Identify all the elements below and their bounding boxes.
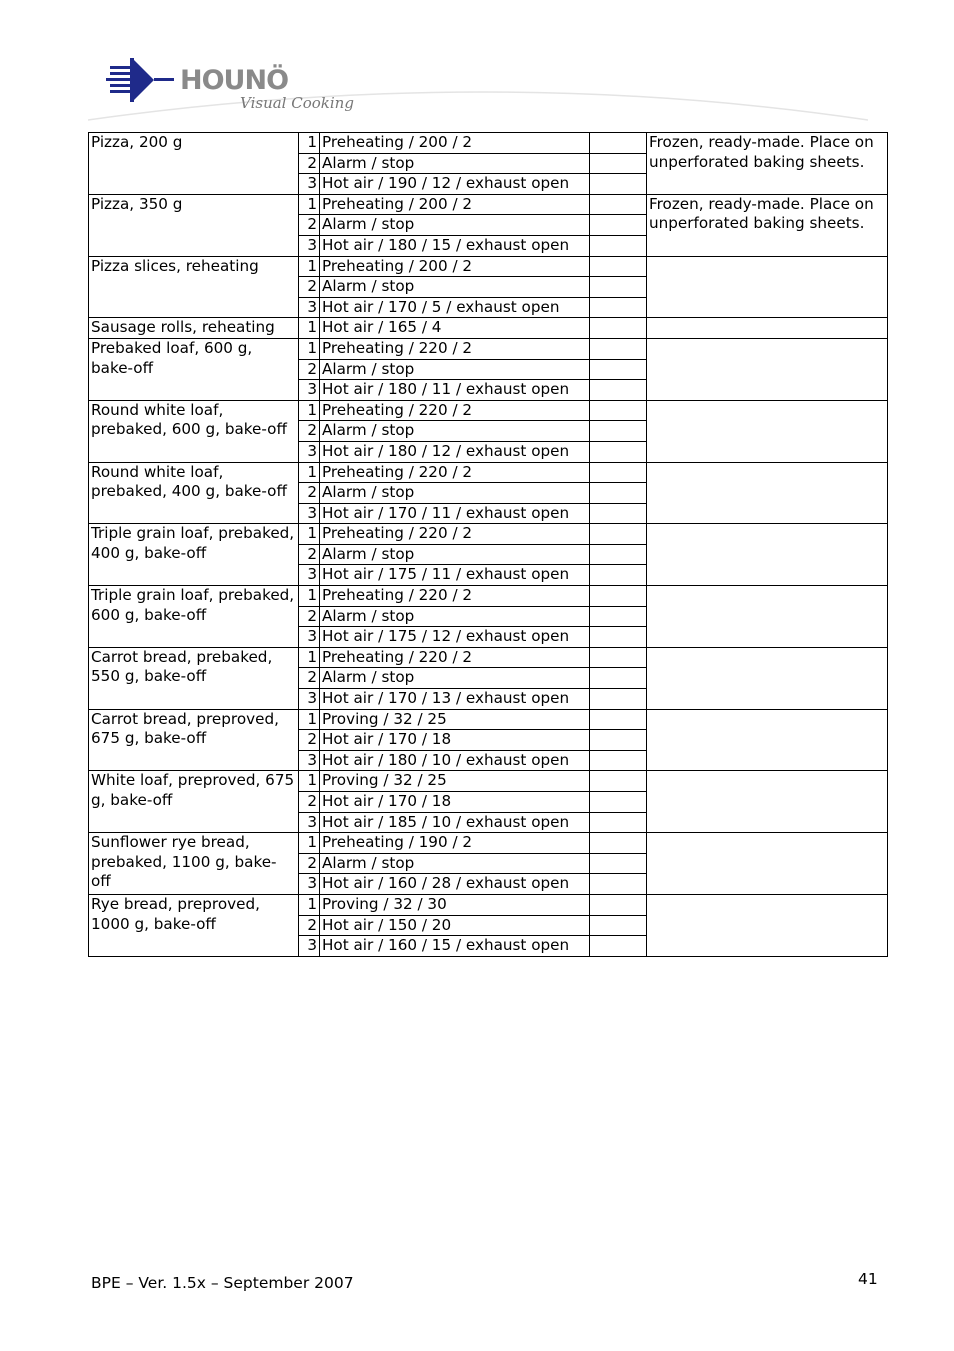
step-number: 3 bbox=[299, 174, 320, 195]
footer-version: BPE – Ver. 1.5x – September 2007 bbox=[91, 1274, 354, 1292]
step-number: 1 bbox=[299, 318, 320, 339]
logo-brand-text: HOUNÖ bbox=[180, 65, 289, 96]
step-number: 3 bbox=[299, 565, 320, 586]
step-extra-cell bbox=[590, 936, 647, 957]
step-extra-cell bbox=[590, 235, 647, 256]
product-name: Sunflower rye bread, prebaked, 1100 g, bake-off bbox=[89, 833, 299, 895]
product-note bbox=[647, 771, 888, 833]
step-number: 1 bbox=[299, 709, 320, 730]
step-program: Alarm / stop bbox=[320, 153, 590, 174]
step-extra-cell bbox=[590, 647, 647, 668]
step-extra-cell bbox=[590, 359, 647, 380]
step-program: Hot air / 180 / 10 / exhaust open bbox=[320, 750, 590, 771]
step-program: Alarm / stop bbox=[320, 215, 590, 236]
table-row bbox=[89, 338, 888, 359]
step-number: 1 bbox=[299, 338, 320, 359]
product-name: Pizza slices, reheating bbox=[89, 256, 299, 318]
product-name: Prebaked loaf, 600 g, bake-off bbox=[89, 338, 299, 400]
page-number: 41 bbox=[858, 1270, 878, 1288]
step-program: Hot air / 180 / 12 / exhaust open bbox=[320, 441, 590, 462]
step-program: Hot air / 170 / 13 / exhaust open bbox=[320, 689, 590, 710]
step-number: 2 bbox=[299, 792, 320, 813]
step-number: 1 bbox=[299, 586, 320, 607]
step-number: 2 bbox=[299, 606, 320, 627]
step-number: 1 bbox=[299, 894, 320, 915]
table-row bbox=[89, 524, 888, 545]
step-program: Hot air / 185 / 10 / exhaust open bbox=[320, 812, 590, 833]
table-row bbox=[89, 400, 888, 421]
product-note bbox=[647, 586, 888, 648]
step-number: 1 bbox=[299, 194, 320, 215]
step-extra-cell bbox=[590, 915, 647, 936]
step-number: 3 bbox=[299, 235, 320, 256]
step-program: Hot air / 175 / 11 / exhaust open bbox=[320, 565, 590, 586]
step-program: Hot air / 160 / 28 / exhaust open bbox=[320, 874, 590, 895]
product-note bbox=[647, 400, 888, 462]
step-number: 3 bbox=[299, 503, 320, 524]
product-name: Triple grain loaf, prebaked, 400 g, bake-off bbox=[89, 524, 299, 586]
step-program: Hot air / 160 / 15 / exhaust open bbox=[320, 936, 590, 957]
table-row bbox=[89, 894, 888, 915]
step-extra-cell bbox=[590, 730, 647, 751]
step-extra-cell bbox=[590, 421, 647, 442]
step-extra-cell bbox=[590, 668, 647, 689]
step-number: 3 bbox=[299, 380, 320, 401]
step-extra-cell bbox=[590, 565, 647, 586]
step-number: 3 bbox=[299, 750, 320, 771]
step-extra-cell bbox=[590, 503, 647, 524]
step-program: Preheating / 200 / 2 bbox=[320, 133, 590, 154]
step-extra-cell bbox=[590, 627, 647, 648]
step-program: Alarm / stop bbox=[320, 483, 590, 504]
step-number: 2 bbox=[299, 215, 320, 236]
product-name: Round white loaf, prebaked, 400 g, bake-off bbox=[89, 462, 299, 524]
product-name: Triple grain loaf, prebaked, 600 g, bake-off bbox=[89, 586, 299, 648]
product-note bbox=[647, 338, 888, 400]
step-extra-cell bbox=[590, 338, 647, 359]
step-extra-cell bbox=[590, 174, 647, 195]
product-note bbox=[647, 524, 888, 586]
step-program: Hot air / 150 / 20 bbox=[320, 915, 590, 936]
step-program: Preheating / 190 / 2 bbox=[320, 833, 590, 854]
step-extra-cell bbox=[590, 689, 647, 710]
step-extra-cell bbox=[590, 441, 647, 462]
step-number: 1 bbox=[299, 256, 320, 277]
step-program: Hot air / 170 / 11 / exhaust open bbox=[320, 503, 590, 524]
step-program: Preheating / 220 / 2 bbox=[320, 400, 590, 421]
step-number: 3 bbox=[299, 874, 320, 895]
step-number: 2 bbox=[299, 359, 320, 380]
step-extra-cell bbox=[590, 894, 647, 915]
table-row bbox=[89, 833, 888, 854]
step-program: Alarm / stop bbox=[320, 277, 590, 298]
step-extra-cell bbox=[590, 792, 647, 813]
product-note bbox=[647, 709, 888, 771]
step-number: 1 bbox=[299, 833, 320, 854]
step-program: Hot air / 180 / 15 / exhaust open bbox=[320, 235, 590, 256]
step-number: 3 bbox=[299, 441, 320, 462]
step-program: Proving / 32 / 25 bbox=[320, 709, 590, 730]
step-number: 2 bbox=[299, 668, 320, 689]
table-row bbox=[89, 709, 888, 730]
product-name: Carrot bread, prebaked, 550 g, bake-off bbox=[89, 647, 299, 709]
step-number: 2 bbox=[299, 915, 320, 936]
product-name: Carrot bread, preproved, 675 g, bake-off bbox=[89, 709, 299, 771]
step-extra-cell bbox=[590, 524, 647, 545]
step-program: Preheating / 200 / 2 bbox=[320, 194, 590, 215]
step-program: Alarm / stop bbox=[320, 421, 590, 442]
step-program: Preheating / 220 / 2 bbox=[320, 586, 590, 607]
step-extra-cell bbox=[590, 153, 647, 174]
table-row bbox=[89, 462, 888, 483]
step-number: 2 bbox=[299, 853, 320, 874]
step-extra-cell bbox=[590, 133, 647, 154]
step-program: Alarm / stop bbox=[320, 359, 590, 380]
step-program: Preheating / 220 / 2 bbox=[320, 524, 590, 545]
table-row bbox=[89, 586, 888, 607]
step-extra-cell bbox=[590, 297, 647, 318]
product-note bbox=[647, 256, 888, 318]
step-number: 2 bbox=[299, 153, 320, 174]
step-number: 2 bbox=[299, 730, 320, 751]
step-program: Hot air / 170 / 18 bbox=[320, 730, 590, 751]
baking-programs-table bbox=[88, 132, 888, 957]
step-program: Alarm / stop bbox=[320, 544, 590, 565]
table-row bbox=[89, 647, 888, 668]
step-number: 1 bbox=[299, 400, 320, 421]
step-extra-cell bbox=[590, 771, 647, 792]
step-number: 2 bbox=[299, 483, 320, 504]
company-logo bbox=[88, 52, 868, 124]
step-extra-cell bbox=[590, 709, 647, 730]
product-note bbox=[647, 318, 888, 339]
step-number: 1 bbox=[299, 647, 320, 668]
step-program: Alarm / stop bbox=[320, 668, 590, 689]
step-number: 1 bbox=[299, 524, 320, 545]
logo-tagline: Visual Cooking bbox=[240, 94, 354, 112]
step-program: Preheating / 220 / 2 bbox=[320, 647, 590, 668]
step-extra-cell bbox=[590, 462, 647, 483]
step-number: 3 bbox=[299, 627, 320, 648]
step-extra-cell bbox=[590, 874, 647, 895]
step-number: 3 bbox=[299, 812, 320, 833]
product-name: Round white loaf, prebaked, 600 g, bake-off bbox=[89, 400, 299, 462]
step-program: Preheating / 220 / 2 bbox=[320, 462, 590, 483]
step-extra-cell bbox=[590, 215, 647, 236]
step-program: Proving / 32 / 25 bbox=[320, 771, 590, 792]
table-row bbox=[89, 771, 888, 792]
step-program: Preheating / 200 / 2 bbox=[320, 256, 590, 277]
product-note: Frozen, ready-made. Place on unperforated baking sheets. bbox=[647, 133, 888, 195]
step-extra-cell bbox=[590, 277, 647, 298]
step-number: 3 bbox=[299, 936, 320, 957]
step-extra-cell bbox=[590, 853, 647, 874]
step-number: 1 bbox=[299, 133, 320, 154]
step-program: Preheating / 220 / 2 bbox=[320, 338, 590, 359]
step-number: 1 bbox=[299, 771, 320, 792]
product-name: White loaf, preproved, 675 g, bake-off bbox=[89, 771, 299, 833]
step-program: Alarm / stop bbox=[320, 606, 590, 627]
product-name: Sausage rolls, reheating bbox=[89, 318, 299, 339]
step-program: Proving / 32 / 30 bbox=[320, 894, 590, 915]
step-number: 2 bbox=[299, 544, 320, 565]
product-note: Frozen, ready-made. Place on unperforated baking sheets. bbox=[647, 194, 888, 256]
product-note bbox=[647, 647, 888, 709]
step-program: Hot air / 170 / 5 / exhaust open bbox=[320, 297, 590, 318]
product-name: Rye bread, preproved, 1000 g, bake-off bbox=[89, 894, 299, 956]
step-extra-cell bbox=[590, 833, 647, 854]
product-name: Pizza, 200 g bbox=[89, 133, 299, 195]
step-extra-cell bbox=[590, 812, 647, 833]
product-note bbox=[647, 833, 888, 895]
product-note bbox=[647, 462, 888, 524]
step-program: Hot air / 190 / 12 / exhaust open bbox=[320, 174, 590, 195]
step-extra-cell bbox=[590, 318, 647, 339]
step-number: 3 bbox=[299, 297, 320, 318]
step-extra-cell bbox=[590, 380, 647, 401]
step-extra-cell bbox=[590, 256, 647, 277]
step-extra-cell bbox=[590, 606, 647, 627]
step-program: Hot air / 180 / 11 / exhaust open bbox=[320, 380, 590, 401]
step-number: 1 bbox=[299, 462, 320, 483]
step-number: 2 bbox=[299, 277, 320, 298]
step-number: 2 bbox=[299, 421, 320, 442]
step-extra-cell bbox=[590, 586, 647, 607]
step-program: Hot air / 170 / 18 bbox=[320, 792, 590, 813]
table-row bbox=[89, 256, 888, 277]
step-extra-cell bbox=[590, 483, 647, 504]
step-program: Hot air / 175 / 12 / exhaust open bbox=[320, 627, 590, 648]
step-extra-cell bbox=[590, 400, 647, 421]
step-extra-cell bbox=[590, 544, 647, 565]
table-row bbox=[89, 133, 888, 154]
step-program: Hot air / 165 / 4 bbox=[320, 318, 590, 339]
product-note bbox=[647, 894, 888, 956]
table-row bbox=[89, 318, 888, 339]
step-number: 3 bbox=[299, 689, 320, 710]
step-program: Alarm / stop bbox=[320, 853, 590, 874]
table-row bbox=[89, 194, 888, 215]
product-name: Pizza, 350 g bbox=[89, 194, 299, 256]
step-extra-cell bbox=[590, 750, 647, 771]
step-extra-cell bbox=[590, 194, 647, 215]
